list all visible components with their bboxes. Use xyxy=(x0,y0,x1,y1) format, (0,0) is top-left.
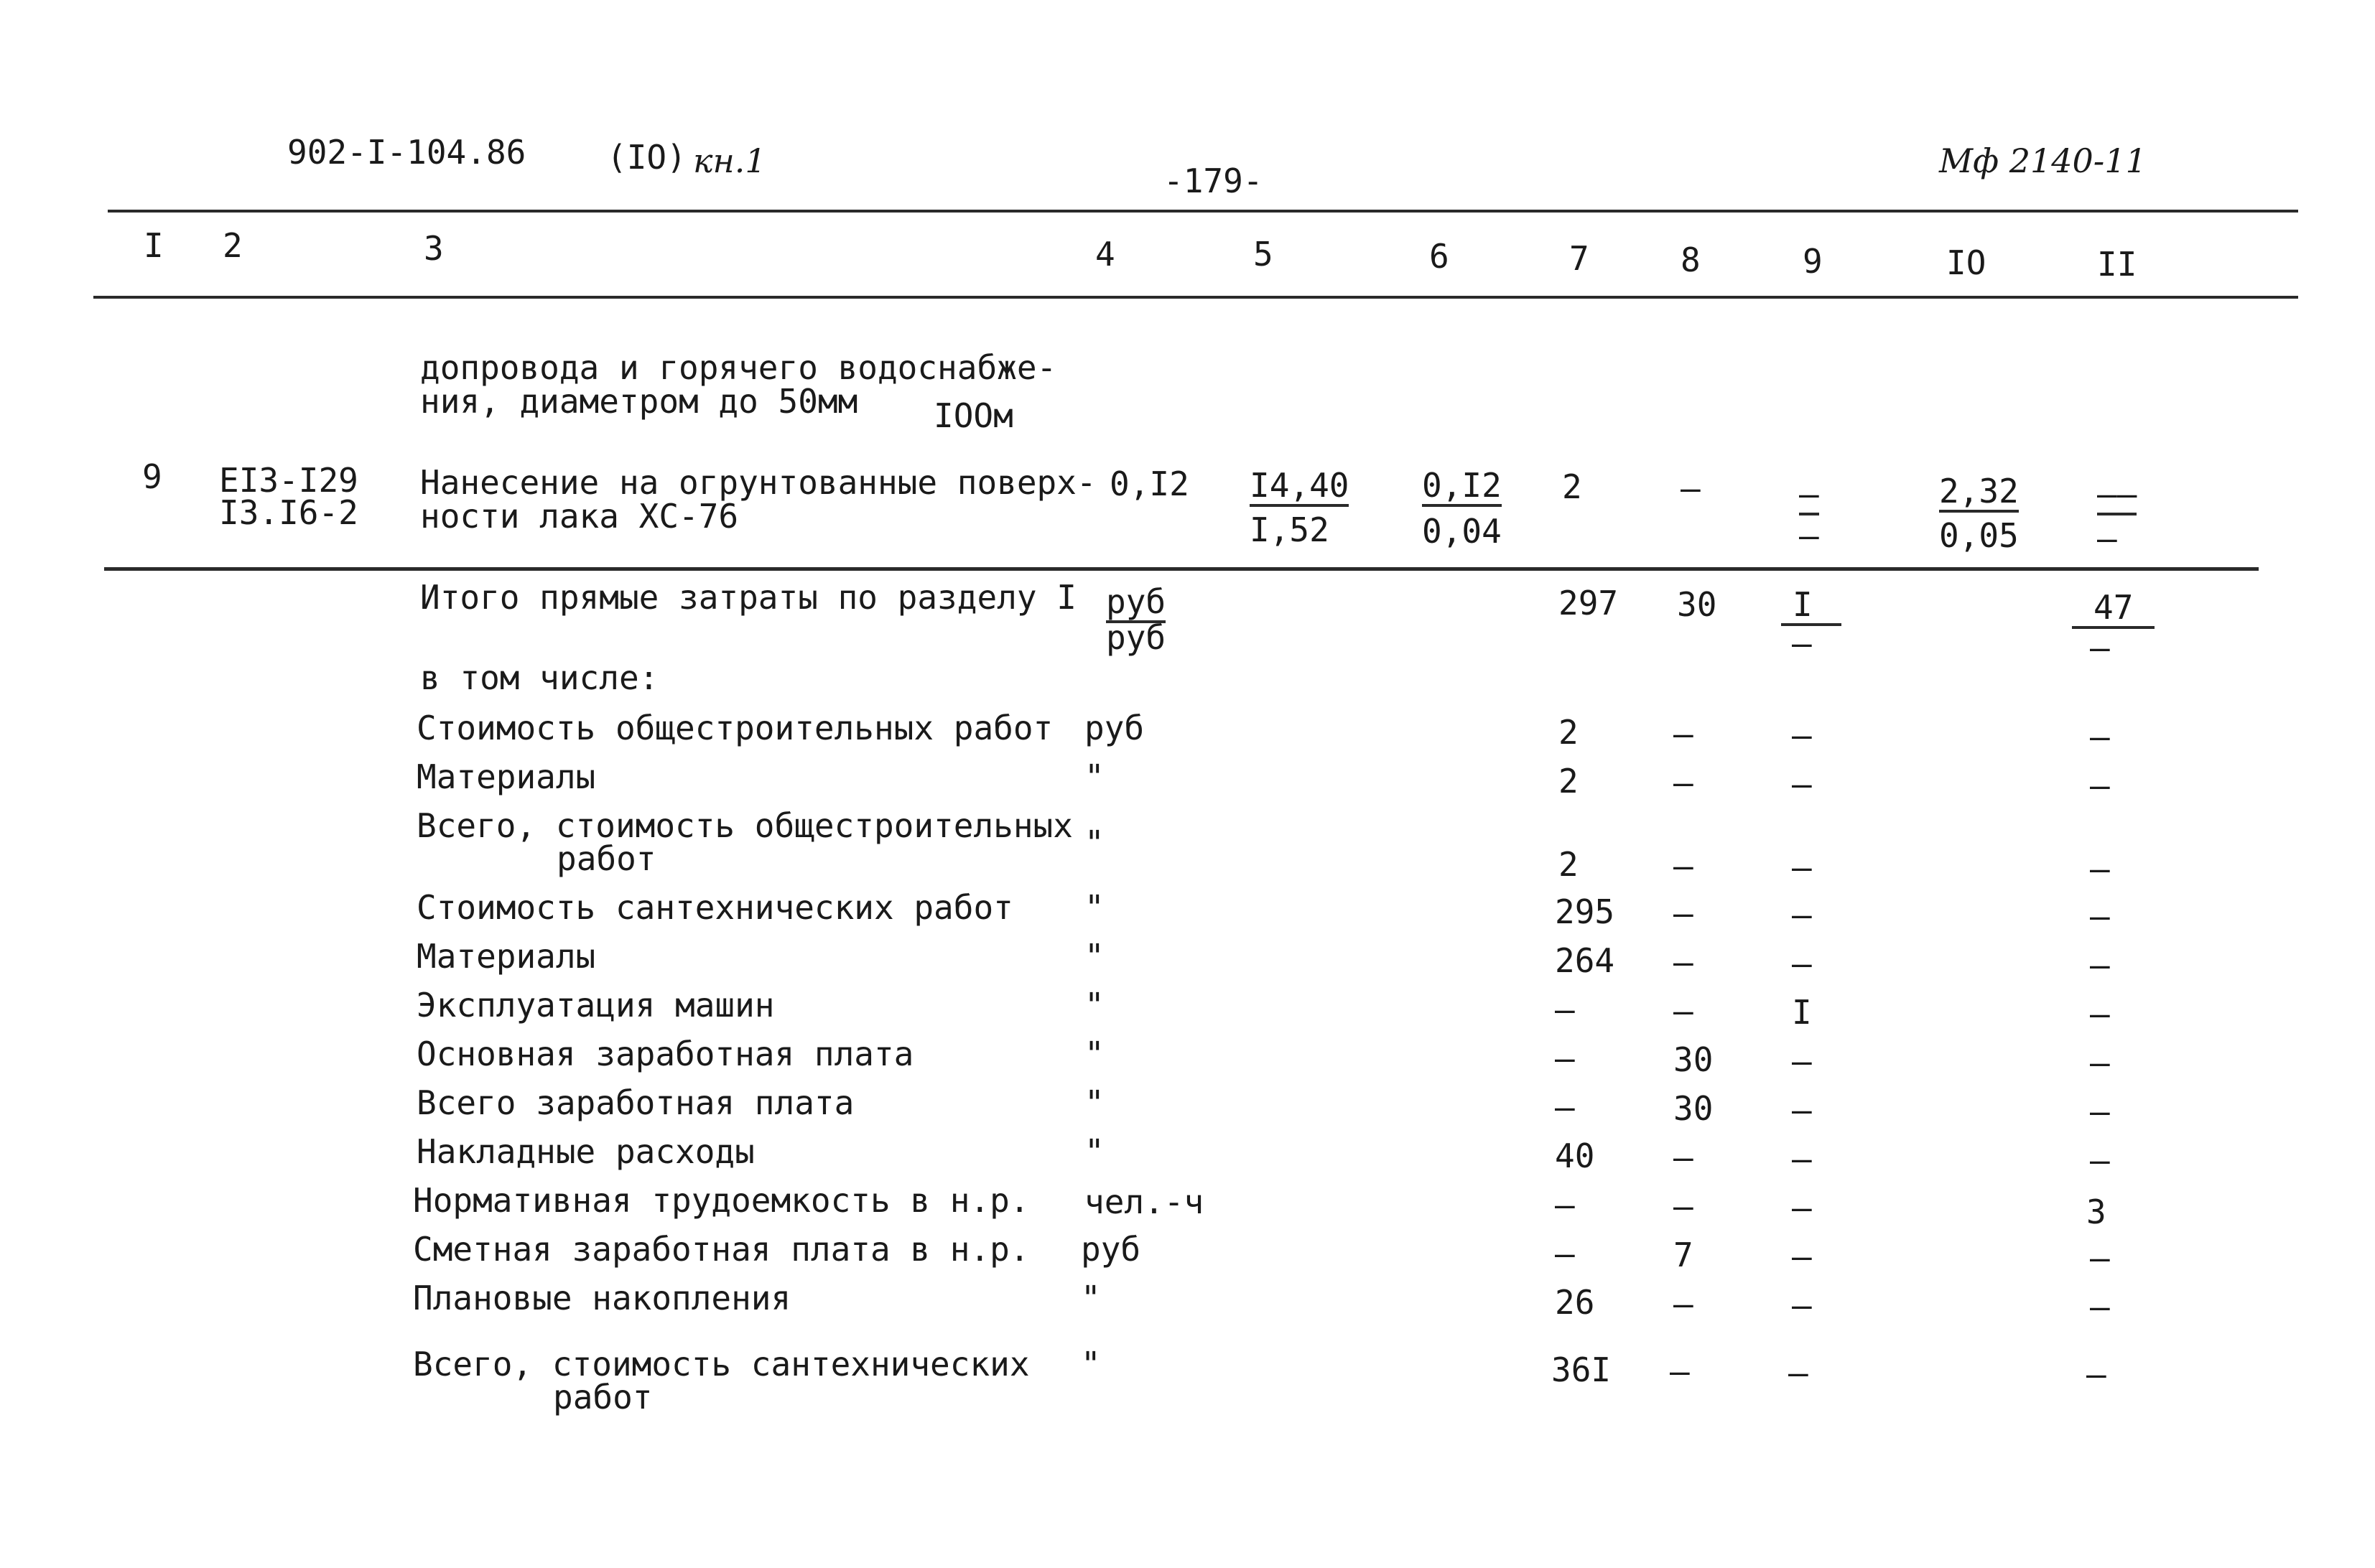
row-col9: – xyxy=(1792,716,1812,755)
row-col7: – xyxy=(1555,1185,1575,1224)
total-unit-top: руб xyxy=(1106,584,1166,623)
row-col9: – xyxy=(1792,895,1812,934)
row-unit: " xyxy=(1084,937,1105,976)
row-col11: – xyxy=(2090,717,2110,756)
row-col11: – xyxy=(2090,1043,2110,1082)
row-col9: – xyxy=(1792,1188,1812,1227)
row-col7: – xyxy=(1555,1088,1575,1126)
row-col8: – xyxy=(1673,991,1693,1030)
total-col9-bottom: – xyxy=(1792,624,1812,663)
row-col8: – xyxy=(1673,943,1693,981)
row-col9: – xyxy=(1792,848,1812,887)
row-col9: – xyxy=(1792,1237,1812,1276)
item9-col6-bottom: 0,04 xyxy=(1422,512,1502,551)
item9-number: 9 xyxy=(142,457,162,496)
volume: (IO) xyxy=(607,138,687,177)
col-header-11: II xyxy=(2097,245,2137,284)
col-header-8: 8 xyxy=(1681,241,1701,279)
row-label: Стоимость общестроительных работ xyxy=(417,709,1054,747)
row-col8: – xyxy=(1673,1187,1693,1226)
row-col8: – xyxy=(1673,1138,1693,1177)
row-col9: – xyxy=(1792,1286,1812,1325)
row-label: Стоимость сантехнических работ xyxy=(417,888,1013,927)
item9-col7: 2 xyxy=(1562,467,1582,506)
row-unit: " xyxy=(1084,1083,1105,1122)
item9-desc-1: Нанесение на огрунтованные поверх- xyxy=(420,463,1097,502)
item9-col5-top: I4,40 xyxy=(1250,468,1349,507)
total-col11-top: 47 xyxy=(2072,590,2155,629)
item9-desc-2: ности лака ХС-76 xyxy=(420,497,739,536)
header-bottom-rule xyxy=(93,296,2298,299)
page-number: -179- xyxy=(1163,162,1263,200)
row-unit: " xyxy=(1084,986,1105,1025)
row-label: Эксплуатация машин xyxy=(417,986,775,1025)
row-label: Сметная заработная плата в н.р. xyxy=(413,1230,1030,1269)
item9-code-1: EI3-I29 xyxy=(219,461,358,500)
col-header-10: IO xyxy=(1946,243,1986,282)
row-label-continued: работ xyxy=(553,1378,653,1417)
row-col8: 30 xyxy=(1673,1089,1714,1128)
row-col7: 2 xyxy=(1558,762,1579,801)
item9-col6-top: 0,I2 xyxy=(1422,468,1502,507)
row-unit: руб xyxy=(1081,1230,1141,1269)
row-col8: – xyxy=(1673,763,1693,802)
row-unit: " xyxy=(1084,1132,1105,1171)
col-header-9: 9 xyxy=(1803,242,1823,281)
item9-col10-bottom: 0,05 xyxy=(1939,516,2019,555)
row-col9: – xyxy=(1792,1139,1812,1178)
row-col11: – xyxy=(2090,897,2110,935)
row-col9: – xyxy=(1792,1042,1812,1081)
item9-col8: – xyxy=(1681,469,1701,508)
row-label: Основная заработная плата xyxy=(417,1035,914,1073)
row-col11: – xyxy=(2090,994,2110,1033)
row-col11: – xyxy=(2090,1092,2110,1131)
row-col9: – xyxy=(1792,765,1812,803)
continuation-line-2: ния, диаметром до 50мм xyxy=(420,382,858,421)
row-col7: 40 xyxy=(1555,1137,1595,1175)
row-col11: – xyxy=(2090,946,2110,984)
row-col7: 36I xyxy=(1551,1350,1612,1389)
col-header-3: 3 xyxy=(424,229,444,268)
item9-col11-top: –– xyxy=(2097,477,2137,515)
total-col11-bottom: – xyxy=(2090,628,2110,667)
row-label: Всего заработная плата xyxy=(417,1083,855,1122)
row-col8: – xyxy=(1673,846,1693,885)
item9-col9-bottom: – xyxy=(1799,516,1819,555)
row-col7: 264 xyxy=(1555,941,1615,980)
book-number: кн.1 xyxy=(693,141,766,180)
total-col7: 297 xyxy=(1558,584,1619,622)
item9-code-2: I3.I6-2 xyxy=(219,493,358,532)
total-col9-top: I xyxy=(1781,587,1841,626)
col-header-4: 4 xyxy=(1095,235,1115,274)
row-col8: 30 xyxy=(1673,1040,1714,1079)
row-col7: – xyxy=(1555,1234,1575,1273)
row-col7: 295 xyxy=(1555,892,1615,931)
row-col7: 2 xyxy=(1558,845,1579,884)
total-label: Итого прямые затраты по разделу I xyxy=(420,578,1077,617)
row-col9: – xyxy=(1792,1091,1812,1129)
row-col11: – xyxy=(2090,1287,2110,1326)
row-col11: – xyxy=(2090,766,2110,805)
row-label-continued: работ xyxy=(557,839,656,878)
row-unit: руб xyxy=(1084,709,1145,747)
item9-col11-bottom: – xyxy=(2097,519,2117,558)
row-col11: 3 xyxy=(2086,1193,2106,1231)
row-unit: " xyxy=(1084,1035,1105,1073)
col-header-5: 5 xyxy=(1253,235,1273,274)
row-col8: – xyxy=(1673,1284,1693,1323)
col-header-1: I xyxy=(144,226,164,265)
row-col7: – xyxy=(1555,990,1575,1029)
row-col8: – xyxy=(1670,1352,1690,1391)
item9-quantity: 0,I2 xyxy=(1110,465,1189,503)
row-unit: " xyxy=(1081,1345,1101,1383)
row-label: Всего, стоимость общестроительных xyxy=(417,806,1073,845)
doc-number: 902-I-104.86 xyxy=(287,133,526,172)
row-unit: чел.-ч xyxy=(1084,1182,1204,1221)
archive-number: Мф 2140-11 xyxy=(1939,141,2147,180)
section-rule xyxy=(104,567,2259,571)
row-label: Материалы xyxy=(417,937,596,976)
row-label: Материалы xyxy=(417,757,596,796)
row-col8: 7 xyxy=(1673,1236,1693,1274)
row-label: Нормативная трудоемкость в н.р. xyxy=(413,1181,1030,1220)
including-label: в том числе: xyxy=(420,658,659,697)
continuation-unit: IOOм xyxy=(934,396,1013,435)
item9-col9-top: – xyxy=(1799,477,1819,515)
col-header-7: 7 xyxy=(1569,239,1589,278)
row-unit: " xyxy=(1084,757,1105,796)
col-header-6: 6 xyxy=(1429,237,1449,276)
row-col9: – xyxy=(1792,944,1812,983)
row-label: Накладные расходы xyxy=(417,1132,755,1171)
row-col9: – xyxy=(1788,1353,1808,1392)
row-col7: 2 xyxy=(1558,713,1579,752)
header-top-rule xyxy=(108,210,2298,213)
row-label: Всего, стоимость сантехнических xyxy=(413,1345,1030,1383)
row-col8: – xyxy=(1673,714,1693,753)
row-unit: " xyxy=(1081,1279,1101,1317)
row-col11: – xyxy=(2090,1141,2110,1180)
row-label: Плановые накопления xyxy=(413,1279,791,1317)
row-col11: – xyxy=(2090,849,2110,888)
item9-col5-bottom: I,52 xyxy=(1250,510,1329,549)
total-col8: 30 xyxy=(1677,585,1717,624)
row-col8: – xyxy=(1673,894,1693,933)
row-col9: I xyxy=(1792,993,1812,1032)
row-col11: – xyxy=(2090,1238,2110,1277)
col-header-2: 2 xyxy=(223,226,243,265)
row-col7: 26 xyxy=(1555,1283,1595,1322)
row-unit: " xyxy=(1084,823,1105,862)
continuation-line-1: допровода и горячего водоснабже- xyxy=(420,348,1057,387)
row-unit: " xyxy=(1084,888,1105,927)
row-col7: – xyxy=(1555,1039,1575,1078)
row-col11: – xyxy=(2086,1355,2106,1394)
item9-col10-top: 2,32 xyxy=(1939,474,2019,513)
total-unit-bottom: руб xyxy=(1106,618,1166,657)
